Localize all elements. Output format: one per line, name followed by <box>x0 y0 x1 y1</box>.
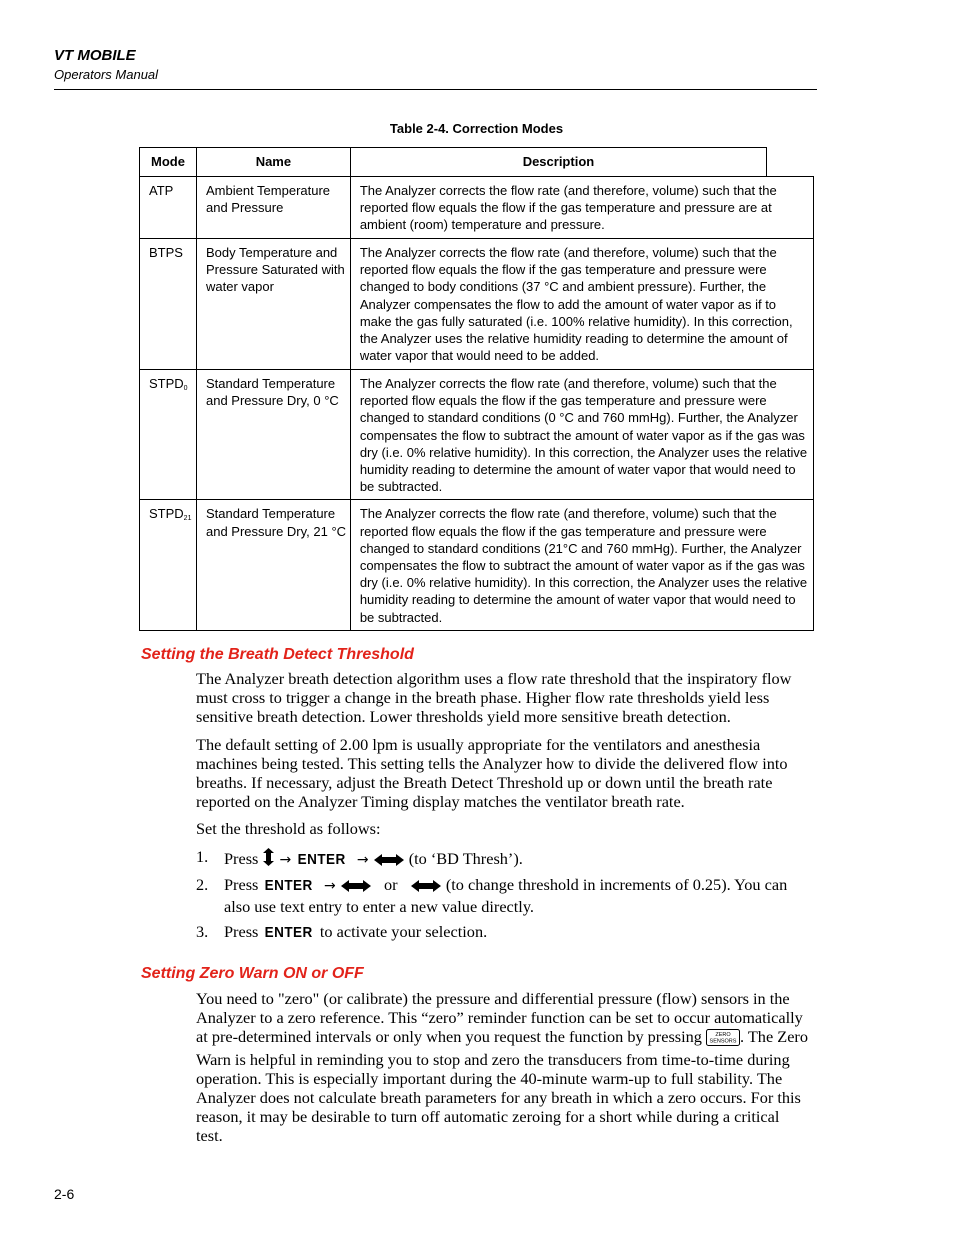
step-text: Press <box>224 922 259 941</box>
cell-mode: BTPS <box>140 239 197 370</box>
paragraph-intro: Set the threshold as follows: <box>196 819 381 838</box>
enter-key-label: ENTER <box>298 851 347 868</box>
enter-key-label: ENTER <box>265 877 314 894</box>
paragraph: You need to "zero" (or calibrate) the pressure and differential pressure (flow) sensors in the Analyzer to a zero reference. This “zero” reminder function can be set to occur automatically at pre-determined intervals or only when you request the function by pressing ZERO SENSORS . The Zero Warn is helpful in reminding you to stop and zero the transducers from time-to-time during operation. This is especially important during the 40-minute warm-up to full stability. The Analyzer does not calculate breath parameters for any breath in which a zero occurs. For this reason, it may be desirable to turn off automatic zeroing for a short while during a critical test. <box>196 989 808 1145</box>
cell-name: Standard Temperature and Pressure Dry, 21 °C <box>196 500 350 631</box>
list-item <box>196 922 810 942</box>
arrow-icon: → <box>323 878 336 894</box>
cell-mode: ATP <box>140 177 197 239</box>
paragraph: The default setting of 2.00 lpm is usually appropriate for the ventilators and anesthesia machines being tested. This setting tells the Analyzer how to divide the delivered flow into breaths. If necessary, adjust the Breath Detect Threshold up or down until the breath rate reported on the Analyzer Timing display matches the ventilator breath rate. <box>196 735 788 811</box>
zero-sensors-key-icon <box>706 1029 740 1050</box>
cell-name: Standard Temperature and Pressure Dry, 0 °C <box>196 370 350 500</box>
step-number: 1. <box>196 847 209 866</box>
step-text: also use text entry to enter a new value directly. <box>224 897 534 916</box>
table-caption: Table 2-4. Correction Modes <box>389 121 564 136</box>
header-name: Name <box>196 148 350 177</box>
cell-description: The Analyzer corrects the flow rate (and therefore, volume) such that the reported flow equals the flow if the gas temperature and pressure were changed to standard conditions (21°C and 760 mmHg). Further, the Analyzer compensates the flow to subtract the amount of water vapor as if the gas was dry (i.e. 0% relative humidity). In this correction, the Analyzer uses the relative humidity reading to determine the amount of water vapor that would need to be subtracted. <box>350 500 813 631</box>
table-row <box>140 239 814 370</box>
cell-name: Ambient Temperature and Pressure <box>196 177 350 239</box>
setup-key-icon <box>262 847 275 871</box>
header-divider <box>54 89 817 90</box>
table-header-row <box>140 148 814 177</box>
cell-description: The Analyzer corrects the flow rate (and therefore, volume) such that the reported flow equals the flow if the gas temperature and pressure are at ambient (room) temperature and pressure. <box>350 177 813 239</box>
cell-description: The Analyzer corrects the flow rate (and therefore, volume) such that the reported flow equals the flow if the gas temperature and pressure were changed to standard conditions (0 °C and 760 mmHg). Further, the Analyzer compensates the flow to subtract the amount of water vapor as if the gas was dry (i.e. 0% relative humidity). In this correction, the Analyzer uses the relative humidity reading to determine the amount of water vapor that would need to be subtracted. <box>350 370 813 500</box>
down-arrow-key-icon <box>340 878 372 897</box>
table-row <box>140 370 814 500</box>
up-down-arrow-key-icon <box>373 852 405 871</box>
cell-description: The Analyzer corrects the flow rate (and therefore, volume) such that the reported flow equals the flow if the gas temperature and pressure were changed to body conditions (37 °C and ambient pressure). Further, the Analyzer compensates the flow to add the amount of water vapor as if to make the gas fully saturated (i.e. 100% relative humidity). In this correction, the Analyzer uses the relative humidity reading to determine the amount of water vapor that would need to be added. <box>350 239 813 370</box>
zero-icon-label: ZERO <box>715 1032 731 1038</box>
paragraph: The Analyzer breath detection algorithm uses a flow rate threshold that the inspiratory flow must cross to trigger a change in the breath phase. Higher flow rate thresholds yield less sensitive breath detection. Lower thresholds yield more sensitive breath detection. <box>196 669 792 726</box>
header-mode: Mode <box>140 148 197 177</box>
up-arrow-key-icon <box>410 878 442 897</box>
section-heading-zero-warn: Setting Zero Warn ON or OFF <box>141 965 364 982</box>
section-heading-breath-detect: Setting the Breath Detect Threshold <box>141 646 414 663</box>
cell-name: Body Temperature and Pressure Saturated with water vapor <box>196 239 350 370</box>
step-number: 3. <box>196 922 209 941</box>
manual-subtitle: Operators Manual <box>54 67 159 82</box>
arrow-icon: → <box>356 852 369 868</box>
step-text: Press <box>224 849 259 868</box>
step-text: Press <box>224 875 259 894</box>
step-text: (to ‘BD Thresh’). <box>408 849 523 868</box>
correction-modes-table <box>139 147 814 631</box>
sensors-icon-label: SENSORS <box>709 1038 737 1045</box>
cell-mode: $STPD_{21}$ <box>140 500 197 631</box>
step-text: to activate your selection. <box>319 922 488 941</box>
step-text: (to change threshold in increments of 0.25). You can <box>445 875 788 894</box>
manual-title: VT MOBILE <box>54 47 136 64</box>
step-text: or <box>383 875 398 894</box>
list-item <box>196 875 810 916</box>
header-spacer <box>767 148 814 177</box>
arrow-icon: → <box>279 852 292 868</box>
list-item <box>196 847 810 871</box>
table-row <box>140 500 814 631</box>
page-number: 2-6 <box>54 1186 75 1202</box>
enter-key-label: ENTER <box>265 924 314 941</box>
cell-mode: $STPD_0$ <box>140 370 197 500</box>
table-row <box>140 177 814 239</box>
header-description: Description <box>350 148 766 177</box>
step-number: 2. <box>196 875 209 894</box>
